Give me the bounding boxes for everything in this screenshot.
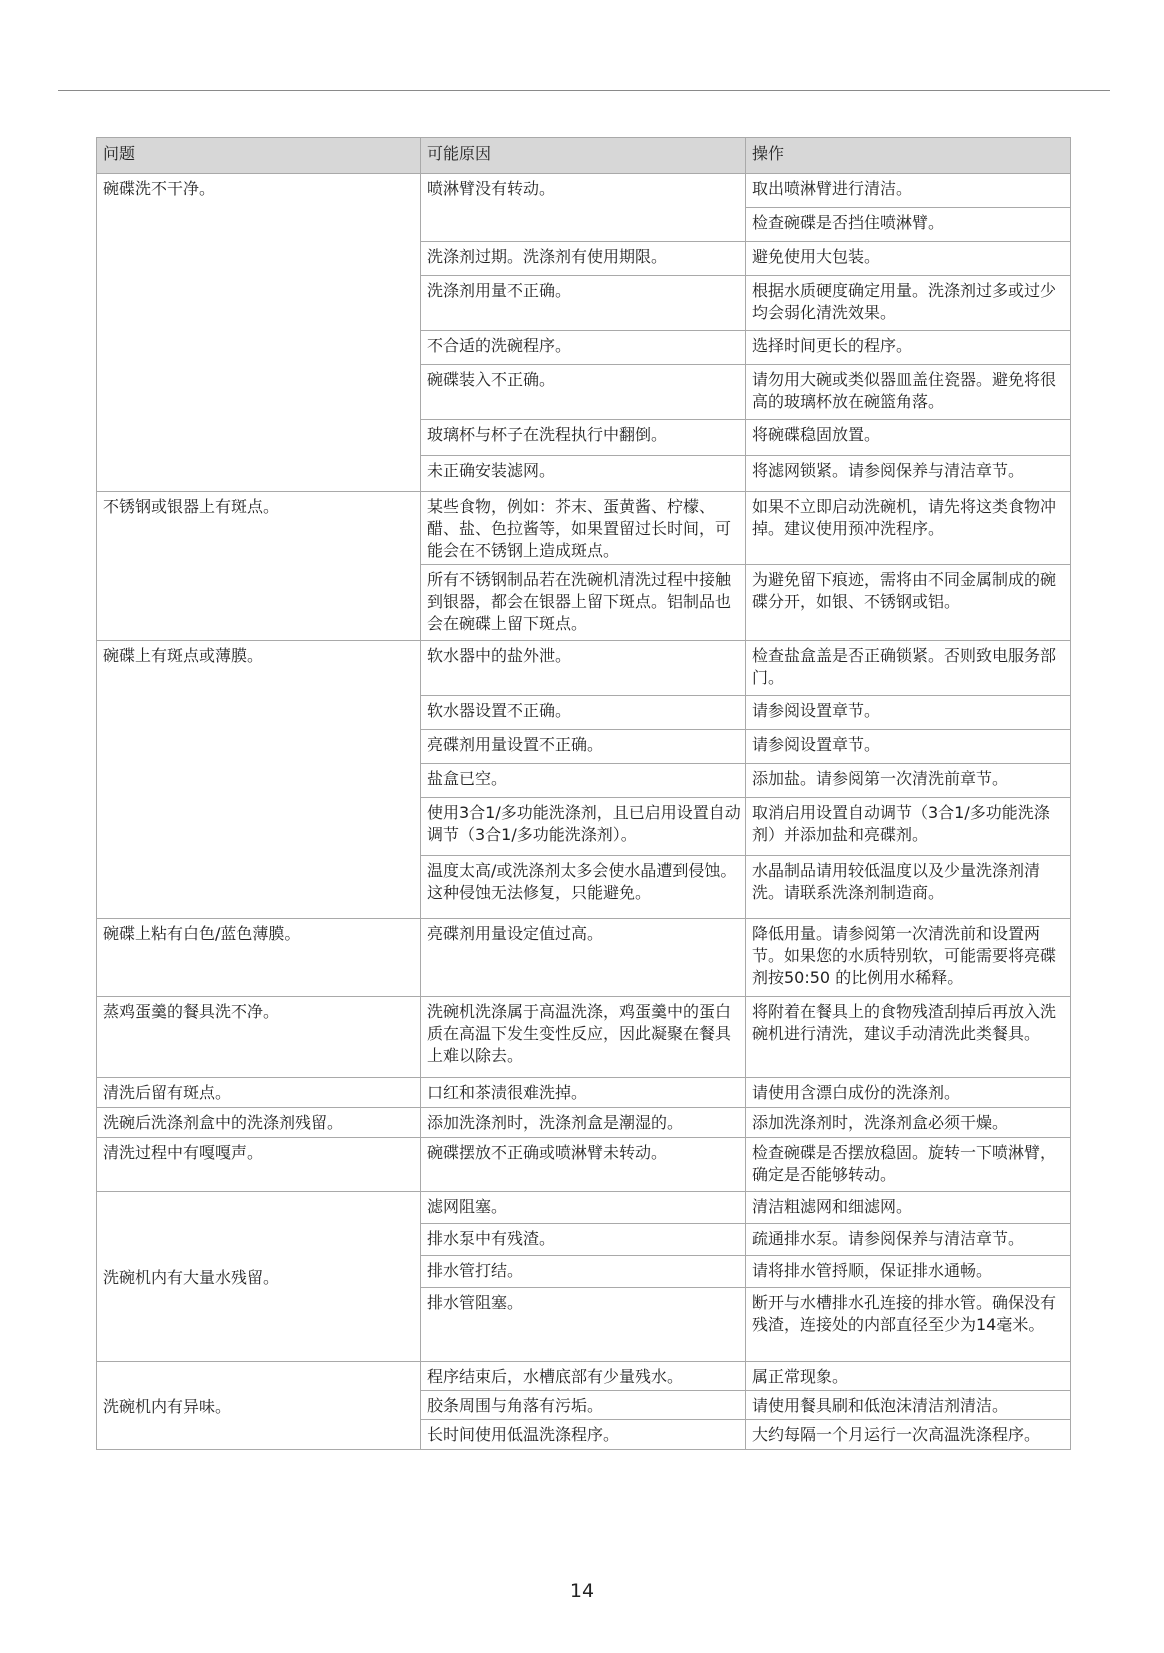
troubleshooting-table <box>96 137 1071 1450</box>
action-cell: 添加洗涤剂时，洗涤剂盒必须干燥。 <box>746 1108 1071 1138</box>
action-cell: 大约每隔一个月运行一次高温洗涤程序。 <box>746 1420 1071 1450</box>
cause-cell: 长时间使用低温洗涤程序。 <box>421 1420 746 1450</box>
cause-cell: 添加洗涤剂时，洗涤剂盒是潮湿的。 <box>421 1108 746 1138</box>
top-rule <box>58 90 1110 91</box>
problem-cell: 洗碗机内有大量水残留。 <box>97 1192 421 1362</box>
cause-cell: 口红和茶渍很难洗掉。 <box>421 1078 746 1108</box>
cause-cell: 使用3合1/多功能洗涤剂，且已启用设置自动调节（3合1/多功能洗涤剂）。 <box>421 798 746 856</box>
header-cause: 可能原因 <box>421 138 746 174</box>
action-cell: 添加盐。请参阅第一次清洗前章节。 <box>746 764 1071 798</box>
cause-cell: 程序结束后，水槽底部有少量残水。 <box>421 1362 746 1391</box>
action-cell: 为避免留下痕迹，需将由不同金属制成的碗碟分开，如银、不锈钢或铝。 <box>746 565 1071 641</box>
action-cell: 如果不立即启动洗碗机，请先将这类食物冲掉。建议使用预冲洗程序。 <box>746 492 1071 565</box>
action-cell: 请参阅设置章节。 <box>746 730 1071 764</box>
cause-cell: 排水管阻塞。 <box>421 1288 746 1362</box>
cause-cell: 所有不锈钢制品若在洗碗机清洗过程中接触到银器，都会在银器上留下斑点。铝制品也会在碗碟上留下斑点。 <box>421 565 746 641</box>
cause-cell: 洗涤剂用量不正确。 <box>421 276 746 331</box>
cause-cell: 亮碟剂用量设定值过高。 <box>421 919 746 997</box>
action-cell: 检查碗碟是否摆放稳固。旋转一下喷淋臂，确定是否能够转动。 <box>746 1138 1071 1192</box>
problem-cell: 清洗过程中有嘎嘎声。 <box>97 1138 421 1192</box>
action-cell: 请使用餐具刷和低泡沫清洁剂清洁。 <box>746 1391 1071 1420</box>
action-cell: 根据水质硬度确定用量。洗涤剂过多或过少均会弱化清洗效果。 <box>746 276 1071 331</box>
table-row <box>97 1078 1071 1108</box>
table-row <box>97 1138 1071 1192</box>
cause-cell: 洗碗机洗涤属于高温洗涤，鸡蛋羹中的蛋白质在高温下发生变性反应，因此凝聚在餐具上难以除去。 <box>421 997 746 1078</box>
table-row <box>97 919 1071 997</box>
table-body <box>97 174 1071 1450</box>
action-cell: 将附着在餐具上的食物残渣刮掉后再放入洗碗机进行清洗，建议手动清洗此类餐具。 <box>746 997 1071 1078</box>
action-cell: 清洁粗滤网和细滤网。 <box>746 1192 1071 1224</box>
problem-cell: 不锈钢或银器上有斑点。 <box>97 492 421 641</box>
action-cell: 疏通排水泵。请参阅保养与清洁章节。 <box>746 1224 1071 1256</box>
page-number: 14 <box>569 1580 595 1602</box>
action-cell: 请使用含漂白成份的洗涤剂。 <box>746 1078 1071 1108</box>
table-row <box>97 492 1071 565</box>
problem-cell: 碗碟洗不干净。 <box>97 174 421 492</box>
cause-cell: 玻璃杯与杯子在洗程执行中翻倒。 <box>421 420 746 456</box>
cause-cell: 碗碟摆放不正确或喷淋臂未转动。 <box>421 1138 746 1192</box>
problem-cell: 洗碗后洗涤剂盒中的洗涤剂残留。 <box>97 1108 421 1138</box>
action-cell: 请勿用大碗或类似器皿盖住瓷器。避免将很高的玻璃杯放在碗篮角落。 <box>746 365 1071 420</box>
cause-cell: 某些食物，例如：芥末、蛋黄酱、柠檬、醋、盐、色拉酱等，如果置留过长时间，可能会在不锈钢上造成斑点。 <box>421 492 746 565</box>
header-action: 操作 <box>746 138 1071 174</box>
action-cell: 避免使用大包装。 <box>746 242 1071 276</box>
problem-cell: 洗碗机内有异味。 <box>97 1362 421 1450</box>
problem-cell: 碗碟上有斑点或薄膜。 <box>97 641 421 919</box>
action-cell: 选择时间更长的程序。 <box>746 331 1071 365</box>
table-row <box>97 641 1071 696</box>
cause-cell: 洗涤剂过期。洗涤剂有使用期限。 <box>421 242 746 276</box>
cause-cell: 亮碟剂用量设置不正确。 <box>421 730 746 764</box>
cause-cell: 软水器设置不正确。 <box>421 696 746 730</box>
cause-cell: 温度太高/或洗涤剂太多会使水晶遭到侵蚀。这种侵蚀无法修复，只能避免。 <box>421 856 746 919</box>
cause-cell: 未正确安装滤网。 <box>421 456 746 492</box>
action-cell: 请参阅设置章节。 <box>746 696 1071 730</box>
action-cell: 取出喷淋臂进行清洁。 <box>746 174 1071 208</box>
action-cell: 断开与水槽排水孔连接的排水管。确保没有残渣，连接处的内部直径至少为14毫米。 <box>746 1288 1071 1362</box>
cause-cell: 喷淋臂没有转动。 <box>421 174 746 242</box>
problem-cell: 蒸鸡蛋羹的餐具洗不净。 <box>97 997 421 1078</box>
table-row <box>97 174 1071 208</box>
cause-cell: 滤网阻塞。 <box>421 1192 746 1224</box>
cause-cell: 排水管打结。 <box>421 1256 746 1288</box>
problem-cell: 清洗后留有斑点。 <box>97 1078 421 1108</box>
action-cell: 取消启用设置自动调节（3合1/多功能洗涤剂）并添加盐和亮碟剂。 <box>746 798 1071 856</box>
action-cell: 请将排水管捋顺，保证排水通畅。 <box>746 1256 1071 1288</box>
action-cell: 将滤网锁紧。请参阅保养与清洁章节。 <box>746 456 1071 492</box>
action-cell: 属正常现象。 <box>746 1362 1071 1391</box>
cause-cell: 排水泵中有残渣。 <box>421 1224 746 1256</box>
cause-cell: 软水器中的盐外泄。 <box>421 641 746 696</box>
problem-cell: 碗碟上粘有白色/蓝色薄膜。 <box>97 919 421 997</box>
action-cell: 水晶制品请用较低温度以及少量洗涤剂清洗。请联系洗涤剂制造商。 <box>746 856 1071 919</box>
table-header-row <box>97 138 1071 174</box>
table-row <box>97 1192 1071 1224</box>
cause-cell: 盐盒已空。 <box>421 764 746 798</box>
cause-cell: 碗碟装入不正确。 <box>421 365 746 420</box>
table-row <box>97 1108 1071 1138</box>
table-row <box>97 1362 1071 1391</box>
header-problem: 问题 <box>97 138 421 174</box>
action-cell: 检查碗碟是否挡住喷淋臂。 <box>746 208 1071 242</box>
table-row <box>97 997 1071 1078</box>
cause-cell: 胶条周围与角落有污垢。 <box>421 1391 746 1420</box>
action-cell: 将碗碟稳固放置。 <box>746 420 1071 456</box>
cause-cell: 不合适的洗碗程序。 <box>421 331 746 365</box>
action-cell: 降低用量。请参阅第一次清洗前和设置两节。如果您的水质特别软，可能需要将亮碟剂按50:50 的比例用水稀释。 <box>746 919 1071 997</box>
action-cell: 检查盐盒盖是否正确锁紧。否则致电服务部门。 <box>746 641 1071 696</box>
